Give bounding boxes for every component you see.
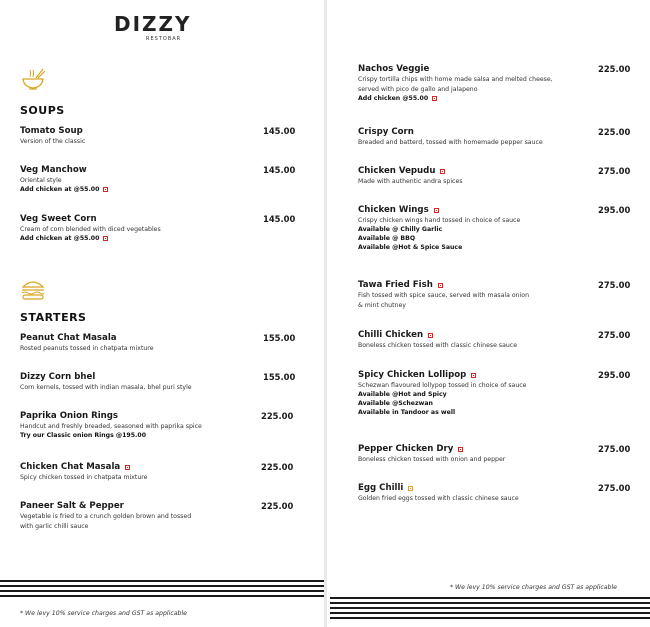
section-title-starters: STARTERS — [20, 311, 87, 324]
item-name: Tomato Soup — [20, 126, 83, 136]
item-desc: Made with authentic andra spices — [358, 178, 463, 185]
item-extra-text: Add chicken @55.00 — [358, 95, 429, 102]
item-desc: Rosted peanuts tossed in chatpata mixture — [20, 345, 154, 352]
item-name — [20, 462, 148, 472]
burger-icon — [20, 276, 46, 302]
menu-item — [20, 333, 154, 353]
item-name — [358, 370, 526, 380]
non-veg-icon — [103, 236, 108, 241]
menu-item — [20, 501, 191, 531]
item-desc: Cream of corn blended with diced vegetables — [20, 226, 161, 233]
item-extra-text: Add chicken at @55.00 — [20, 235, 100, 242]
non-veg-icon — [458, 447, 463, 452]
item-desc: Boneless chicken tossed with onion and pepper — [358, 456, 506, 463]
item-price: 225.00 — [261, 501, 294, 511]
non-veg-icon — [438, 283, 443, 288]
item-price: 275.00 — [598, 330, 631, 340]
item-name: Peanut Chat Masala — [20, 333, 117, 343]
menu-item — [358, 166, 462, 186]
item-name — [358, 205, 520, 215]
item-desc: Schezwan flavoured lollypop tossed in choice of sauce — [358, 382, 527, 389]
menu-item — [358, 370, 526, 417]
menu-item — [20, 126, 85, 146]
item-desc: Oriental style — [20, 177, 62, 184]
menu-page-left — [0, 0, 324, 627]
item-extra: Try our Classic onion Rings @195.00 — [20, 432, 146, 439]
item-desc: Version of the classic — [20, 138, 86, 145]
item-desc: Golden fried eggs tossed with classic chinese sauce — [358, 495, 519, 502]
menu-item — [358, 280, 529, 310]
logo-subtext: RESTOBAR — [146, 36, 182, 42]
item-price: 145.00 — [263, 214, 296, 224]
item-name: Paprika Onion Rings — [20, 411, 119, 421]
decorative-stripes — [0, 580, 324, 608]
item-name — [358, 166, 462, 176]
item-name: Veg Sweet Corn — [20, 214, 97, 224]
egg-icon — [408, 486, 413, 491]
menu-item — [358, 205, 520, 252]
menu-item — [20, 214, 161, 243]
logo — [114, 12, 204, 44]
item-desc: Spicy chicken tossed in chatpata mixture — [20, 474, 148, 481]
item-name-text: Pepper Chicken Dry — [358, 444, 454, 454]
item-name-text: Chicken Vepudu — [358, 166, 436, 176]
item-desc: Fish tossed with spice sauce, served with masala onion — [358, 292, 529, 299]
item-name: Paneer Salt & Pepper — [20, 501, 124, 511]
item-name: Dizzy Corn bhel — [20, 372, 96, 382]
menu-item — [20, 165, 108, 194]
menu-item — [20, 411, 202, 440]
menu-page-right — [327, 0, 650, 627]
item-desc: Corn kernels, tossed with indian masala, bhel puri style — [20, 384, 192, 391]
soup-bowl-icon — [20, 66, 46, 92]
non-veg-icon — [434, 208, 439, 213]
menu-item — [358, 127, 543, 147]
item-price: 225.00 — [598, 64, 631, 74]
item-extra: Available @Schezwan — [358, 400, 433, 407]
item-price: 295.00 — [598, 370, 631, 380]
item-extra: Available @ BBQ — [358, 235, 416, 242]
item-name-text: Chilli Chicken — [358, 330, 424, 340]
item-desc: Vegetable is fried to a crunch golden brown and tossed — [20, 513, 192, 520]
decorative-stripes — [330, 597, 650, 625]
item-desc: Boneless chicken tossed with classic chinese sauce — [358, 342, 518, 349]
menu-item — [358, 483, 519, 503]
item-desc-line2: with garlic chilli sauce — [20, 523, 89, 530]
menu-item — [358, 444, 505, 464]
item-desc: Crispy chicken wings hand tossed in choice of sauce — [358, 217, 521, 224]
non-veg-icon — [428, 333, 433, 338]
item-name-text: Chicken Wings — [358, 205, 429, 215]
item-desc-line2: served with pico de gallo and jalapeno — [358, 86, 478, 93]
item-extra — [20, 234, 161, 243]
item-name: Crispy Corn — [358, 127, 414, 137]
item-price: 275.00 — [598, 444, 631, 454]
item-name: Veg Manchow — [20, 165, 87, 175]
non-veg-icon — [103, 187, 108, 192]
item-price: 155.00 — [263, 372, 296, 382]
item-extra: Available @ Chilly Garlic — [358, 226, 443, 233]
item-name-text: Tawa Fried Fish — [358, 280, 433, 290]
service-charge-note: * We levy 10% service charges and GST as applicable — [450, 584, 617, 591]
non-veg-icon — [440, 169, 445, 174]
menu-item — [20, 372, 192, 392]
item-extra: Available in Tandoor as well — [358, 409, 456, 416]
item-price: 275.00 — [598, 483, 631, 493]
item-extra-text: Add chicken at @55.00 — [20, 186, 100, 193]
item-name-text: Chicken Chat Masala — [20, 462, 121, 472]
item-name-text: Spicy Chicken Lollipop — [358, 370, 467, 380]
item-extra — [358, 94, 553, 103]
item-name — [358, 280, 529, 290]
non-veg-icon — [432, 96, 437, 101]
item-desc-line2: & mint chutney — [358, 302, 406, 309]
non-veg-icon — [125, 465, 130, 470]
item-desc: Crispy tortilla chips with home made salsa and melted cheese, — [358, 76, 553, 83]
item-name: Nachos Veggie — [358, 64, 430, 74]
item-price: 275.00 — [598, 280, 631, 290]
menu-item — [20, 462, 148, 482]
item-name — [358, 330, 517, 340]
non-veg-icon — [471, 373, 476, 378]
item-price: 225.00 — [261, 411, 294, 421]
logo-text: DIZZY — [114, 12, 192, 36]
item-price: 225.00 — [598, 127, 631, 137]
section-title-soups: SOUPS — [20, 104, 65, 117]
item-price: 275.00 — [598, 166, 631, 176]
item-extra: Available @Hot & Spice Sauce — [358, 244, 463, 251]
menu-item — [358, 64, 553, 103]
item-extra: Available @Hot and Spicy — [358, 391, 447, 398]
item-name — [358, 444, 505, 454]
service-charge-note: * We levy 10% service charges and GST as applicable — [20, 610, 187, 617]
item-price: 145.00 — [263, 126, 296, 136]
item-price: 145.00 — [263, 165, 296, 175]
item-desc: Breaded and batterd, tossed with homemade pepper sauce — [358, 139, 543, 146]
item-price: 225.00 — [261, 462, 294, 472]
item-price: 295.00 — [598, 205, 631, 215]
item-price: 155.00 — [263, 333, 296, 343]
item-extra — [20, 185, 108, 194]
item-name — [358, 483, 519, 493]
item-desc: Handcut and freshly breaded, seasoned with paprika spice — [20, 423, 202, 430]
item-name-text: Egg Chilli — [358, 483, 404, 493]
menu-item — [358, 330, 517, 350]
